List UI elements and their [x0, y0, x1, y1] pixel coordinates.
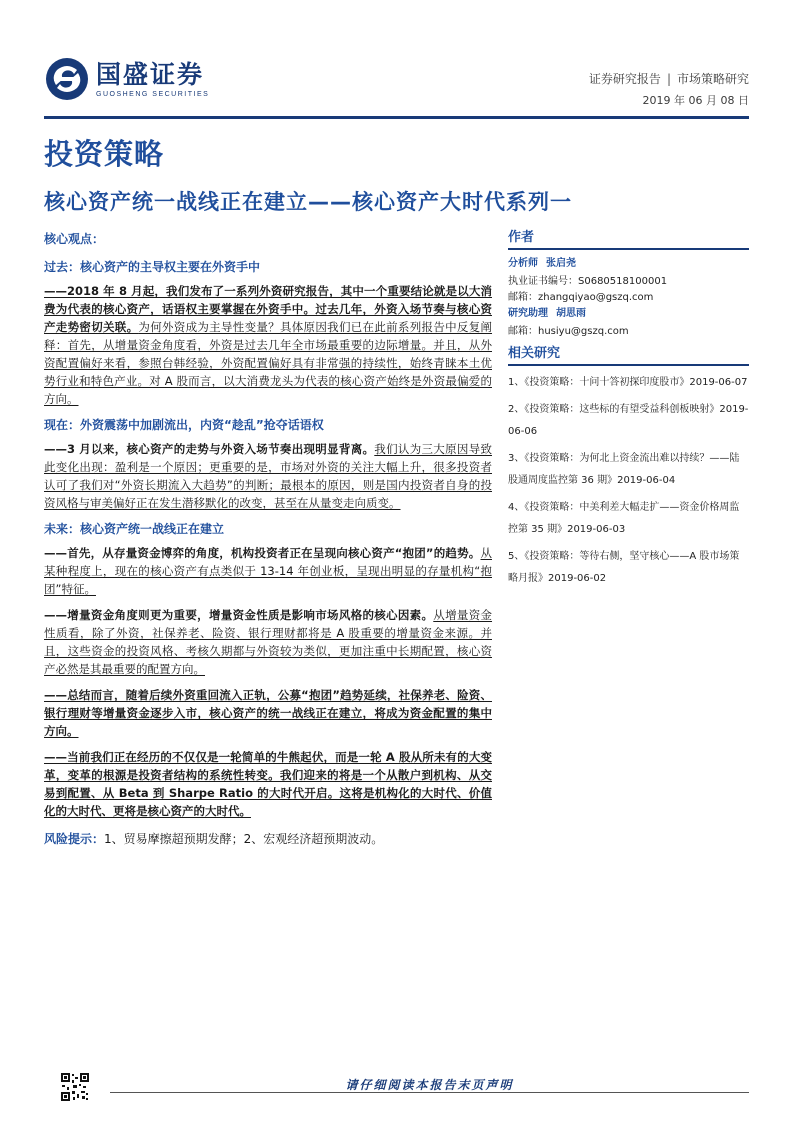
report-category-sub: 市场策略研究 [676, 72, 749, 86]
now-paragraph-lead: ——3 月以来，核心资产的走势与外资入场节奏出现明显背离。 [44, 442, 375, 456]
report-category: 证券研究报告 | 市场策略研究 [588, 72, 749, 86]
assistant-email[interactable]: 邮箱：husiyu@gszq.com [508, 326, 629, 337]
core-views-label: 核心观点： [44, 232, 105, 246]
risk-text: 1、贸易摩擦超预期发酵；2、宏观经济超预期波动。 [104, 832, 384, 846]
company-logo [44, 56, 209, 102]
footer-divider [110, 1092, 749, 1093]
future-paragraph-2-body: 从增量资金性质看，除了外资，社保养老、险资、银行理财都将是 A 股重要的增量资金来源。并且，这些资金的投资风格、考核久期都与外资较为类似，更加注重中长期配置，核心资产必然是其最重要的配置方向。 [44, 608, 493, 676]
now-paragraph [44, 440, 492, 512]
related-research-item[interactable]: 2、《投资策略：这些标的有望受益科创板映射》2019-06-06 [508, 404, 749, 437]
sidebar [508, 230, 749, 595]
related-research-item[interactable]: 5、《投资策略：等待右侧，坚守核心——A 股市场策略月报》2019-06-02 [508, 551, 740, 584]
related-research-heading: 相关研究 [508, 346, 749, 366]
qr-code-icon [60, 1072, 90, 1102]
logo-chinese-name: 国盛证券 [96, 59, 205, 89]
related-research-item[interactable]: 4、《投资策略：中美利差大幅走扩——资金价格周监控第 35 期》2019-06-03 [508, 502, 740, 535]
past-paragraph-body: 为何外资成为主导性变量？具体原因我们已在此前系列报告中反复阐释：首先，从增量资金角度看，外资是过去几年全市场最重要的边际增量。并且，从外资配置偏好来看，参照台韩经验，外资配置偏好具有非常强的持续性，始终青睐本土优势行业和特色产业。对 A 股而言，以大消费龙头为代表的核心资产始终是外资最偏爱的方向。 [44, 320, 493, 406]
future-paragraph-3: ——总结而言，随着后续外资重回流入正轨，公募“抱团”趋势延续，社保养老、险资、银行理财等增量资金逐步入市，核心资产的统一战线正在建立，将成为资金配置的集中方向。 [44, 688, 492, 738]
now-heading: 现在：外资震荡中加剧流出，内资“趁乱”抢夺话语权 [44, 418, 324, 432]
report-date: 2019 年 06 月 08 日 [642, 94, 749, 107]
now-paragraph-body: 我们认为三大原因导致此变化出现：盈利是一个原因；更重要的是，市场对外资的关注大幅上升，很多投资者认可了我们对“外资长期流入大趋势”的判断；最根本的原因，则是国内投资者自身的投资风格与审美偏好正在发生潜移默化的改变，甚至在从量变走向质变。 [44, 442, 492, 510]
past-paragraph [44, 282, 492, 408]
assistant-line [508, 306, 749, 322]
document-type: 投资策略 [44, 137, 165, 171]
analyst-license: 执业证书编号：S0680518100001 [508, 276, 668, 287]
analyst-line [508, 256, 749, 272]
future-paragraph-2-lead: ——增量资金角度则更为重要，增量资金性质是影响市场风格的核心因素。 [44, 608, 434, 622]
guosheng-logo-icon [44, 56, 90, 102]
risk-warning [44, 830, 492, 848]
past-paragraph-lead: ——2018 年 8 月起，我们发布了一系列外资研究报告，其中一个重要结论就是以大消费为代表的核心资产，话语权主要掌握在外资手中。过去几年，外资入场节奏与核心资产走势密切关联。 [44, 284, 492, 334]
page-title: 核心资产统一战线正在建立——核心资产大时代系列一 [44, 190, 572, 214]
analyst-email[interactable]: 邮箱：zhangqiyao@gszq.com [508, 292, 654, 303]
future-heading: 未来：核心资产统一战线正在建立 [44, 522, 225, 536]
future-paragraph-1-lead: ——首先，从存量资金博弈的角度，机构投资者正在呈现向核心资产“抱团”的趋势。 [44, 546, 481, 560]
future-paragraph-2 [44, 606, 492, 678]
future-paragraph-1 [44, 544, 492, 598]
header-divider [44, 116, 749, 119]
assistant-role: 研究助理 [508, 308, 548, 319]
related-research-item[interactable]: 3、《投资策略：为何北上资金流出难以持续？——陆股通周度监控第 36 期》2019-06-04 [508, 453, 740, 486]
assistant-name: 胡思雨 [556, 308, 586, 319]
logo-english-name: GUOSHENG SECURITIES [96, 90, 210, 98]
analyst-role: 分析师 [508, 258, 538, 269]
future-paragraph-4: ——当前我们正在经历的不仅仅是一轮简单的牛熊起伏，而是一轮 A 股从所未有的大变革，变革的根源是投资者结构的系统性转变。我们迎来的将是一个从散户到机构、从交易到配置、从 Beta 到 Sharpe Ratio 的大时代开启。这将是机构化的大时代、价值化的大时代、更将是核心资产的大时代。 [44, 750, 492, 818]
past-heading: 过去：核心资产的主导权主要在外资手中 [44, 260, 261, 274]
authors-heading: 作者 [508, 230, 749, 250]
report-category-main: 证券研究报告 [588, 72, 661, 86]
main-content [44, 230, 492, 848]
future-paragraph-1-body: 从某种程度上，现在的核心资产有点类似于 13-14 年创业板，呈现出明显的存量机构“抱团”特征。 [44, 546, 492, 596]
footer-disclaimer: 请仔细阅读本报告末页声明 [345, 1078, 514, 1092]
risk-label: 风险提示： [44, 832, 105, 846]
related-research-item[interactable]: 1、《投资策略：十问十答初探印度股市》2019-06-07 [508, 377, 748, 388]
related-research-list [508, 372, 749, 590]
analyst-name: 张启尧 [546, 258, 576, 269]
